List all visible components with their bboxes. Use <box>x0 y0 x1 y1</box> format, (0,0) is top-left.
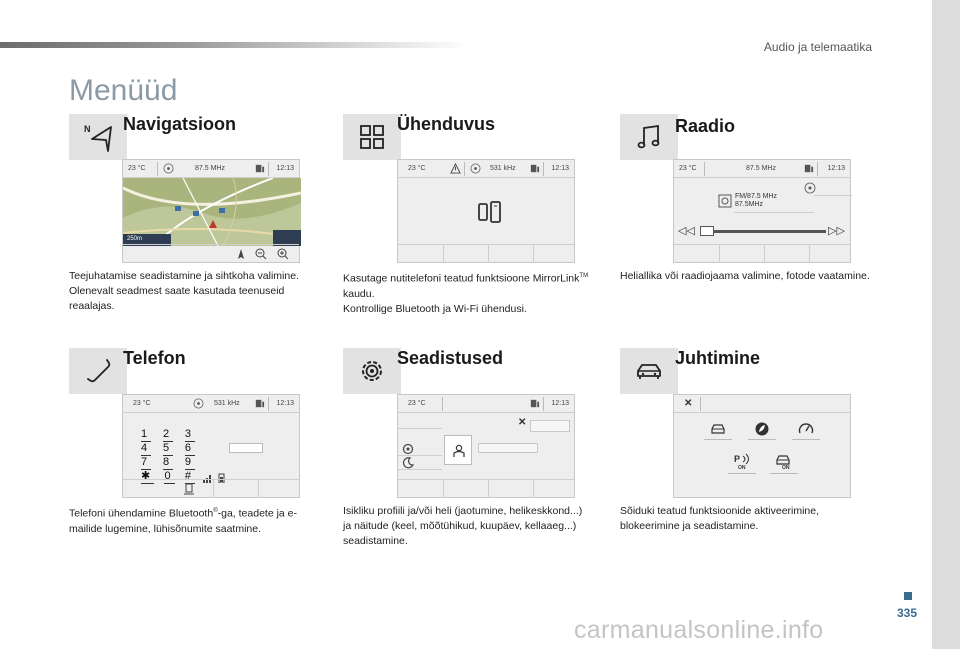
zoom-in-icon[interactable] <box>277 248 289 260</box>
map-graphic <box>123 178 301 246</box>
phone-status-icon <box>529 163 540 174</box>
bottom-toolbar <box>398 244 574 262</box>
moon-icon[interactable] <box>402 457 414 469</box>
frequency: 531 kHz <box>490 165 516 172</box>
key-star[interactable]: ✱ <box>141 470 154 484</box>
temperature: 23 °C <box>408 400 426 407</box>
frequency: 87.5 MHz <box>746 165 776 172</box>
phone-status-icon <box>803 163 814 174</box>
key-3[interactable]: 3 <box>185 428 195 442</box>
wireless-icon[interactable] <box>804 182 816 194</box>
key-hash[interactable]: # <box>185 470 195 484</box>
svg-text:P: P <box>734 454 741 464</box>
clock: 12:13 <box>551 165 569 172</box>
music-note-icon <box>634 122 664 152</box>
person-profile-icon <box>452 444 466 458</box>
parking-on-label: ON <box>738 465 746 471</box>
driving-description: Sõiduki teatud funktsioonide aktiveerimine, blokeerimine ja seadistamine. <box>620 505 820 532</box>
navigation-title: Navigatsioon <box>123 114 237 134</box>
key-5[interactable]: 5 <box>163 442 173 456</box>
connectivity-description: Kasutage nutitelefoni teatud funktsioone MirrorLink™ kaudu. Kontrollige Bluetooth ja Wi-Fi ühendusi. <box>343 272 589 315</box>
temperature: 23 °C <box>133 400 151 407</box>
status-bar <box>398 160 574 178</box>
key-6[interactable]: 6 <box>185 442 195 456</box>
phone-title: Telefon <box>123 348 186 368</box>
close-icon[interactable]: ✕ <box>518 417 527 428</box>
profile-name-field[interactable] <box>478 443 538 453</box>
settings-title: Seadistused <box>397 348 504 368</box>
key-4[interactable]: 4 <box>141 442 151 456</box>
driver-assist-icon[interactable] <box>774 453 792 465</box>
settings-screen <box>397 394 575 498</box>
key-2[interactable]: 2 <box>163 428 173 442</box>
driving-icon-box <box>620 348 678 394</box>
phone-screen <box>122 394 300 498</box>
status-bar <box>123 395 299 413</box>
station-frequency: 87.5MHz <box>735 201 764 208</box>
radio-title: Raadio <box>675 116 736 136</box>
frequency-slider[interactable] <box>700 230 826 233</box>
navigation-icon-box <box>69 114 127 160</box>
call-button[interactable] <box>229 443 263 453</box>
audio-settings-icon[interactable] <box>402 443 414 455</box>
driving-title: Juhtimine <box>675 348 761 368</box>
wireless-icon <box>470 163 481 174</box>
radio-description: Heliallika või raadiojaama valimine, fotode vaatamine. <box>620 270 870 282</box>
phone-icon-box <box>69 348 127 394</box>
seek-back-icon[interactable]: ◁◁ <box>678 225 695 237</box>
radio-icon-box <box>620 114 678 160</box>
grid-apps-icon <box>357 122 387 152</box>
phone-status-icon <box>529 398 540 409</box>
page-marker <box>904 592 912 600</box>
mirrorlink-icon[interactable] <box>477 201 501 223</box>
key-8[interactable]: 8 <box>163 456 173 470</box>
dial-keypad <box>141 428 195 484</box>
phone-handset-icon <box>83 356 113 386</box>
temperature: 23 °C <box>128 165 146 172</box>
navigation-description: Teejuhatamise seadistamine ja sihtkoha valimine. Olenevalt seadmest saate kasutada teenuseid reaalajas. <box>69 270 299 312</box>
status-bar <box>674 160 850 178</box>
eco-leaf-icon[interactable] <box>754 421 770 437</box>
key-1[interactable]: 1 <box>141 428 151 442</box>
settings-icon-box <box>343 348 401 394</box>
parking-sensor-icon[interactable] <box>734 453 752 465</box>
header-band <box>0 42 470 48</box>
connectivity-title: Ühenduvus <box>397 114 496 134</box>
chapter-title: Audio ja telemaatika <box>763 40 872 54</box>
page-title: Menüüd <box>69 74 178 107</box>
seek-forward-icon[interactable]: ▷▷ <box>828 225 845 237</box>
bottom-toolbar <box>398 479 574 497</box>
radio-screen <box>673 159 851 263</box>
wireless-icon <box>163 163 174 174</box>
map-scale: 250m <box>127 236 143 242</box>
bottom-toolbar <box>674 244 850 262</box>
status-bar <box>674 395 850 413</box>
close-icon[interactable]: ✕ <box>684 398 693 409</box>
profile-button[interactable] <box>444 435 472 465</box>
bottom-toolbar <box>123 244 299 262</box>
warning-icon <box>450 163 461 174</box>
navigation-screen <box>122 159 300 263</box>
key-0[interactable]: 0 <box>164 470 174 484</box>
clock: 12:13 <box>551 400 569 407</box>
contacts-icon[interactable] <box>183 483 195 495</box>
page-number: 335 <box>897 606 918 620</box>
frequency: 87.5 MHz <box>195 165 225 172</box>
zoom-out-icon[interactable] <box>255 248 267 260</box>
slider-knob[interactable] <box>700 226 714 236</box>
connectivity-icon-box <box>343 114 401 160</box>
navigation-arrow-icon <box>83 122 113 152</box>
svg-text:N: N <box>84 124 91 134</box>
connectivity-screen <box>397 159 575 263</box>
key-7[interactable]: 7 <box>141 456 151 470</box>
bottom-toolbar <box>123 479 299 497</box>
phone-description: Telefoni ühendamine Bluetooth®-ga, teadete ja e-mailide lugemine, lühisõnumite saatmine. <box>69 507 298 535</box>
watermark: carmanualsonline.info <box>574 616 824 644</box>
status-bar <box>123 160 299 178</box>
station-name: FM/87.5 MHz <box>735 193 778 200</box>
clock: 12:13 <box>827 165 845 172</box>
driving-screen <box>673 394 851 498</box>
temperature: 23 °C <box>408 165 426 172</box>
assist-on-label: ON <box>782 465 790 471</box>
wireless-icon <box>193 398 204 409</box>
frequency: 531 kHz <box>214 400 240 407</box>
settings-field[interactable] <box>530 420 570 432</box>
key-9[interactable]: 9 <box>185 456 195 470</box>
clock: 12:13 <box>276 400 294 407</box>
phone-status-icon <box>254 163 265 174</box>
temperature: 23 °C <box>679 165 697 172</box>
status-bar <box>398 395 574 413</box>
clock: 12:13 <box>276 165 294 172</box>
settings-gear-icon <box>357 356 387 386</box>
radio-station-icon <box>718 194 732 208</box>
compass-icon[interactable] <box>235 248 247 260</box>
settings-description: Isikliku profiili ja/või heli (jaotumine, helikeskkond...) ja näitude (keel, mõõtühikud, kuupäev, kellaaeg...) seadistamine. <box>343 505 583 547</box>
map-view[interactable] <box>123 178 301 246</box>
page-edge-strip <box>932 0 960 649</box>
vehicle-function-icon[interactable] <box>710 423 726 435</box>
car-icon <box>634 356 664 386</box>
phone-status-icon <box>254 398 265 409</box>
gauge-icon[interactable] <box>798 421 814 437</box>
